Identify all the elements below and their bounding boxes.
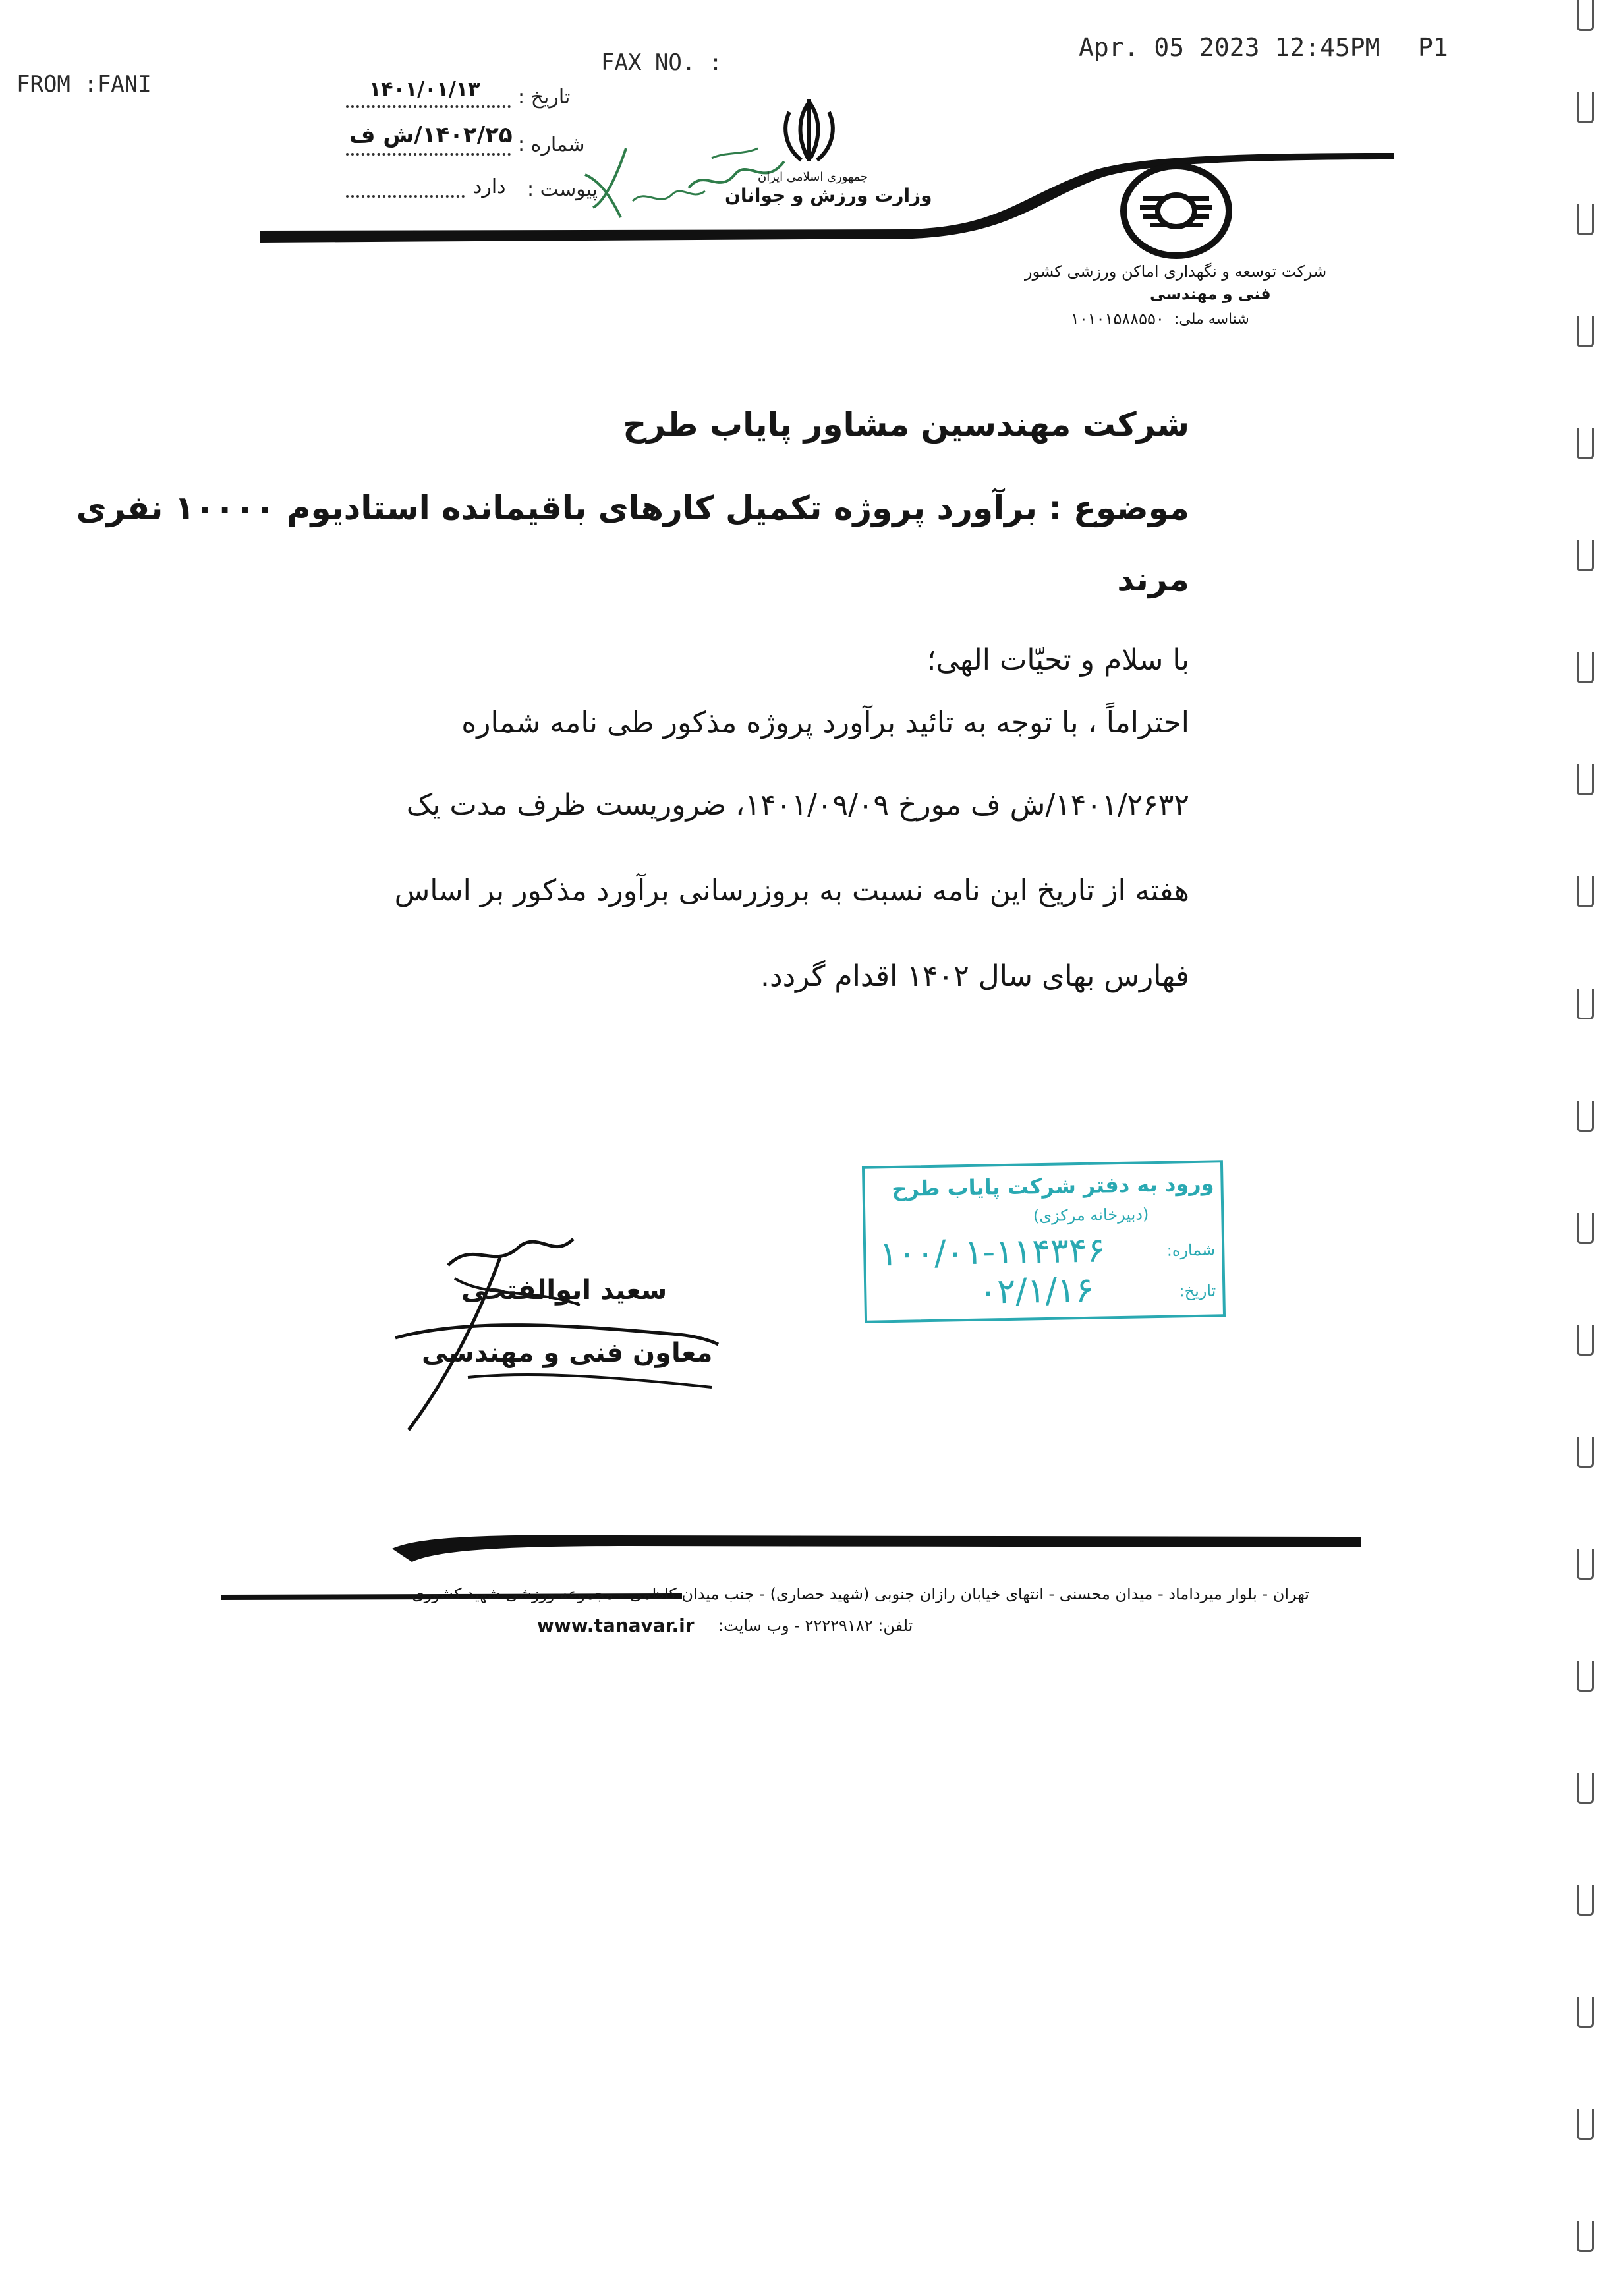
national-id-label: شناسه ملی: (1174, 311, 1249, 328)
stamp-number-label: شماره: (1166, 1240, 1216, 1260)
date-dots (346, 105, 511, 108)
binder-hole (1577, 1213, 1594, 1244)
fax-timestamp: Apr. 05 2023 12:45PM (1079, 33, 1380, 62)
ministry-line2: وزارت ورزش و جوانان (725, 185, 932, 206)
binder-hole (1577, 1885, 1594, 1916)
recipient: شرکت مهندسین مشاور پایاب طرح (623, 405, 1189, 444)
binder-hole (1577, 1325, 1594, 1356)
reception-stamp (862, 1160, 1226, 1323)
binder-hole (1577, 2109, 1594, 2140)
binder-hole (1577, 1549, 1594, 1580)
date-label: تاریخ : (518, 86, 571, 109)
body-line-3: هفته از تاریخ این نامه نسبت به بروزرسانی برآورد مذکور بر اساس (394, 874, 1189, 907)
binder-hole (1577, 652, 1594, 683)
body-line-2: ۱۴۰۱/۲۶۳۲/ش ف مورخ ۱۴۰۱/۰۹/۰۹، ضروریست ظرف مدت یک (406, 788, 1189, 822)
binder-hole (1577, 1437, 1594, 1468)
fax-number: FAX NO. : (601, 49, 723, 76)
number-value: ۱۴۰۲/۲۵/ش ف (349, 122, 513, 148)
national-id-value: ۱۰۱۰۱۵۸۸۵۵۰ (1071, 310, 1164, 328)
body-line-4: فهارس بهای سال ۱۴۰۲ اقدام گردد. (760, 960, 1189, 993)
company-line1: شرکت توسعه و نگهداری اماکن ورزشی کشور (1025, 262, 1327, 281)
stamp-date-value: ۰۲/۱/۱۶ (978, 1270, 1094, 1312)
binder-hole (1577, 1101, 1594, 1132)
footer-website: www.tanavar.ir (537, 1615, 695, 1636)
binder-hole (1577, 204, 1594, 235)
binder-hole (1577, 428, 1594, 459)
signatory-title: معاون فنی و مهندسی (422, 1338, 713, 1368)
date-value: ۱۴۰۱/۰۱/۱۳ (369, 78, 480, 101)
company-line2: فنی و مهندسی (1150, 285, 1271, 303)
fax-from: FROM :FANI (16, 71, 152, 98)
footer-phone: تلفن: ۲۲۲۲۹۱۸۲ - وب سایت: (718, 1617, 913, 1635)
stamp-subtitle: (دبیرخانه مرکزی) (1033, 1205, 1149, 1226)
binder-hole (1577, 1997, 1594, 2028)
stamp-date-label: تاریخ: (1179, 1281, 1216, 1301)
company-logo-icon (1120, 161, 1232, 260)
attachment-value: دارد (473, 175, 506, 198)
binder-hole (1577, 876, 1594, 907)
binder-hole (1577, 0, 1594, 31)
binder-hole (1577, 1661, 1594, 1692)
subject-line1: موضوع : برآورد پروژه تکمیل کارهای باقیمانده استادیوم ۱۰۰۰۰ نفری (76, 489, 1189, 527)
binder-hole (1577, 316, 1594, 347)
stamp-title: ورود به دفتر شرکت پایاب طرح (891, 1170, 1214, 1202)
binder-hole (1577, 989, 1594, 1019)
binder-hole (1577, 92, 1594, 123)
binder-hole (1577, 1773, 1594, 1804)
footer-address: تهران - بلوار میرداماد - میدان محسنی - انتهای خیابان رازان جنوبی (شهید حصاری) - جنب میدان کاظمی - مجموعه ورزشی شهید کشوری (411, 1585, 1309, 1603)
ministry-line1: جمهوری اسلامی ایران (758, 170, 868, 184)
signatory-name: سعید ابوالفتحی (461, 1275, 667, 1306)
body-line-1: احتراماً ، با توجه به تائید برآورد پروژه مذکور طی نامه شماره (461, 706, 1189, 739)
subject-line2: مرند (1117, 560, 1189, 598)
fax-page: P1 (1418, 33, 1448, 62)
binder-hole (1577, 540, 1594, 571)
binder-hole (1577, 764, 1594, 795)
binder-hole (1577, 2221, 1594, 2252)
signature-handwritten-name (422, 1232, 514, 1272)
number-label: شماره : (518, 133, 585, 156)
stamp-number-value: ۱۰۰/۰۱-۱۱۴۳۴۶ (878, 1230, 1106, 1275)
greeting: با سلام و تحیّات الهی؛ (926, 643, 1189, 677)
attachment-label: پیوست : (527, 178, 598, 201)
